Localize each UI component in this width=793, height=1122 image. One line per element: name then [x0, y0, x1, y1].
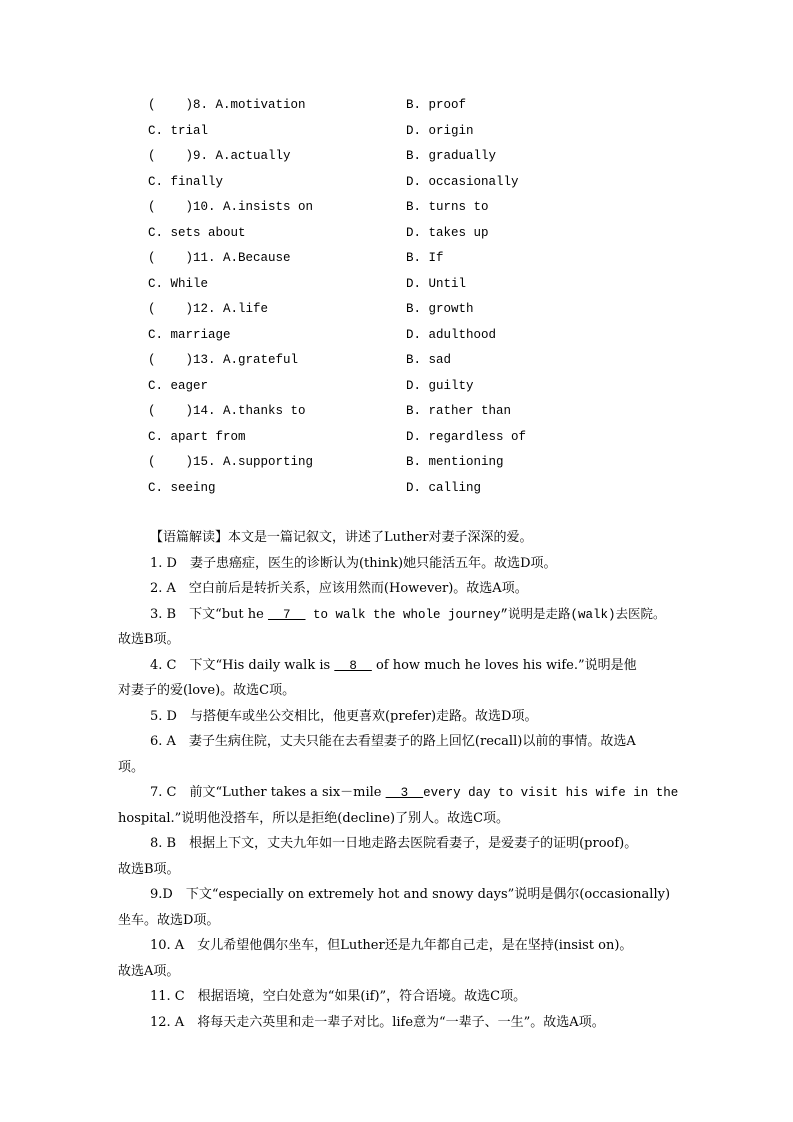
- answer-1: 1. D 妻子患癌症，医生的诊断认为(think)她只能活五年。故选D项。: [150, 556, 557, 571]
- answer-10: 10. A 女儿希望他偶尔坐车，但Luther还是九年都自己走，是在坚持(insist on)。: [150, 938, 633, 953]
- answer-3-cont: 故选B项。: [118, 632, 180, 647]
- answer-7-post: every day to visit his wife in the: [423, 786, 679, 800]
- option-row: [0, 349, 793, 371]
- answer-9-cont: 坐车。故选D项。: [118, 913, 220, 928]
- option-right: D. occasionally: [406, 174, 519, 189]
- option-left: C. trial: [148, 123, 209, 138]
- option-left: C. While: [148, 276, 209, 291]
- answer-4-blank: 8: [334, 659, 372, 673]
- option-right: D. adulthood: [406, 327, 497, 342]
- option-right: D. regardless of: [406, 429, 527, 444]
- option-right: D. origin: [406, 123, 474, 138]
- analysis-heading: 【语篇解读】本文是一篇记叙文，讲述了Luther对妻子深深的爱。: [150, 530, 533, 545]
- option-left: C. seeing: [148, 480, 216, 495]
- answer-7-blank: 3: [385, 786, 424, 800]
- option-row: [0, 196, 793, 218]
- option-row: [0, 273, 793, 295]
- option-right: B. gradually: [406, 149, 497, 163]
- answer-12: 12. A 将每天走六英里和走一辈子对比。life意为“一辈子、一生”。故选A项。: [150, 1015, 605, 1030]
- answer-4: [150, 655, 637, 677]
- option-right: D. Until: [406, 276, 467, 291]
- option-left: C. sets about: [148, 225, 246, 240]
- option-right: D. calling: [406, 480, 482, 495]
- answer-11: 11. C 根据语境，空白处意为“如果(if)”，符合语境。故选C项。: [150, 989, 527, 1004]
- option-right: B. proof: [406, 98, 467, 112]
- option-row: [0, 171, 793, 193]
- answer-3: [150, 604, 666, 626]
- option-right: B. sad: [406, 353, 452, 367]
- option-row: [0, 247, 793, 269]
- answer-6-cont: 项。: [118, 760, 145, 775]
- option-row: [0, 298, 793, 320]
- answer-7: [150, 782, 678, 804]
- option-row: [0, 94, 793, 116]
- option-left: ( )9. A.actually: [148, 149, 291, 163]
- answer-10-cont: 故选A项。: [118, 964, 180, 979]
- option-left: C. finally: [148, 174, 224, 189]
- option-left: C. marriage: [148, 327, 231, 342]
- answer-4-cont: 对妻子的爱(love)。故选C项。: [118, 683, 296, 698]
- answer-9: 9.D 下文“especially on extremely hot and snowy days”说明是偶尔(occasionally): [150, 887, 671, 902]
- option-row: [0, 375, 793, 397]
- answer-4-post: of how much he loves his wife.”说明是他: [371, 658, 637, 673]
- option-row: [0, 426, 793, 448]
- answer-3-blank: 7: [267, 608, 306, 622]
- option-left: ( )15. A.supporting: [148, 455, 314, 469]
- option-row: [0, 400, 793, 422]
- option-left: ( )13. A.grateful: [148, 353, 299, 367]
- option-row: [0, 324, 793, 346]
- option-right: D. takes up: [406, 225, 489, 240]
- option-right: B. If: [406, 251, 444, 265]
- option-right: B. growth: [406, 302, 474, 316]
- answer-8: 8. B 根据上下文，丈夫九年如一日地走路去医院看妻子，是爱妻子的证明(proof)。: [150, 836, 638, 851]
- option-row: [0, 145, 793, 167]
- answer-3-pre: 3. B 下文“but he: [150, 607, 268, 622]
- option-left: ( )10. A.insists on: [148, 200, 314, 214]
- option-left: C. apart from: [148, 429, 246, 444]
- option-right: B. mentioning: [406, 455, 504, 469]
- option-row: [0, 222, 793, 244]
- option-right: B. rather than: [406, 404, 512, 418]
- option-left: ( )11. A.Because: [148, 251, 291, 265]
- option-row: [0, 120, 793, 142]
- option-right: B. turns to: [406, 200, 489, 214]
- answer-8-cont: 故选B项。: [118, 862, 180, 877]
- option-row: [0, 451, 793, 473]
- answer-5: 5. D 与搭便车或坐公交相比，他更喜欢(prefer)走路。故选D项。: [150, 709, 538, 724]
- option-row: [0, 477, 793, 499]
- answer-7-pre: 7. C 前文“Luther takes a six－mile: [150, 785, 386, 800]
- option-left: ( )14. A.thanks to: [148, 404, 306, 418]
- answer-6: 6. A 妻子生病住院，丈夫只能在去看望妻子的路上回忆(recall)以前的事情。故选A: [150, 734, 636, 749]
- answer-3-post: to walk the whole journey”说明是走路(walk)去医院。: [305, 608, 666, 622]
- answer-7-cont: hospital.”说明他没搭车，所以是拒绝(decline)了别人。故选C项。: [118, 811, 510, 826]
- option-left: C. eager: [148, 378, 209, 393]
- option-left: ( )8. A.motivation: [148, 98, 306, 112]
- answer-2: 2. A 空白前后是转折关系，应该用然而(However)。故选A项。: [150, 581, 528, 596]
- answer-4-pre: 4. C 下文“His daily walk is: [150, 658, 335, 673]
- option-left: ( )12. A.life: [148, 302, 269, 316]
- option-right: D. guilty: [406, 378, 474, 393]
